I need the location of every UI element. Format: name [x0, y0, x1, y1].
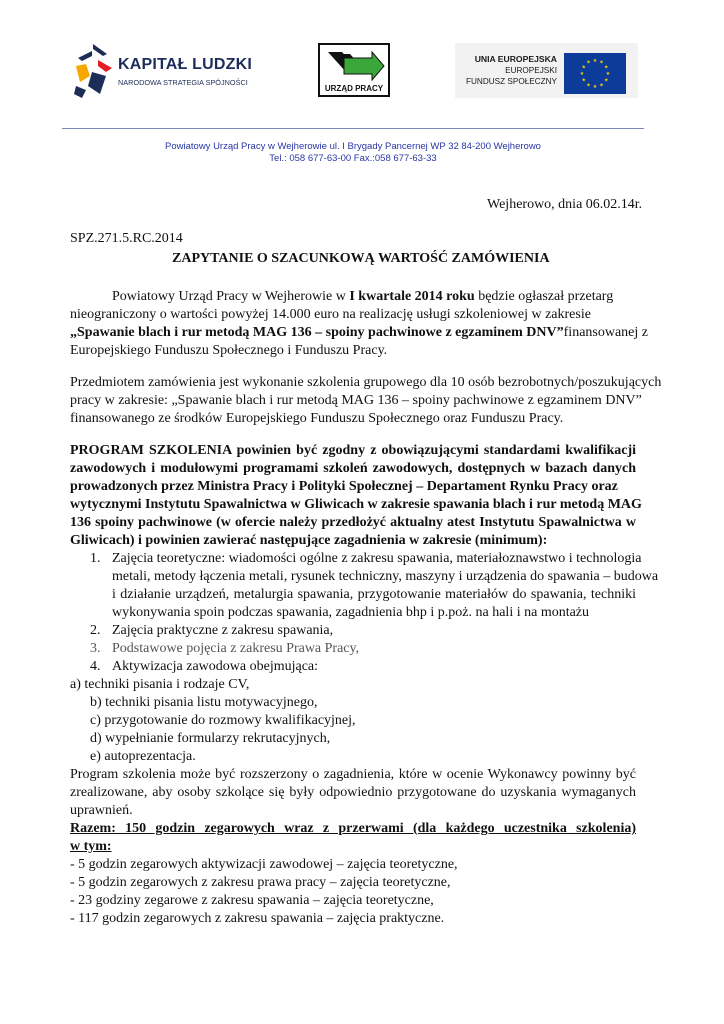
header-address: Powiatowy Urząd Pracy w Wejherowie ul. I Brygady Pancernej WP 32 84-200 Wejherowo	[165, 141, 541, 152]
urzad-pracy-label: URZĄD PRACY	[324, 84, 384, 93]
eu-logo	[455, 43, 638, 98]
list-item-1-line4: wykonywania spoin podczas spawania, zagadnienia bhp i p.poż. na hali i na montażu	[112, 605, 590, 620]
kapital-ludzki-logo	[72, 42, 262, 100]
breakdown-item-2: - 5 godzin zegarowych z zakresu prawa pracy – zajęcia teoretyczne,	[70, 875, 451, 890]
p3-line5: 136 spoiny pachwinowe (w ofercie należy przedłożyć aktualny atest Instytutu Spawalnictwa w	[70, 515, 636, 530]
sub-item-e: e) autoprezentacja.	[90, 749, 196, 764]
p1-line1	[112, 288, 613, 306]
svg-text:★: ★	[604, 64, 609, 71]
p1-training-name: „Spawanie blach i rur metodą MAG 136 – spoiny pachwinowe z egzaminem DNV”	[70, 325, 564, 340]
list-item-1-line1: Zajęcia teoretyczne: wiadomości ogólne z zakresu spawania, materiałoznawstwo i technologia	[112, 551, 642, 566]
p2-line3: finansowanego ze środków Europejskiego Funduszu Społecznego oraz Funduszu Pracy.	[70, 411, 564, 426]
sub-item-a: a) techniki pisania i rodzaje CV,	[70, 677, 250, 692]
p1-line4: Europejskiego Funduszu Społecznego i Funduszu Pracy.	[70, 343, 388, 358]
list-item-2: Zajęcia praktyczne z zakresu spawania,	[112, 623, 334, 638]
p4-line1: Program szkolenia może być rozszerzony o zagadnienia, które w ocenie Wykonawcy powinny być	[70, 767, 636, 782]
p3-line6: Gliwicach) i powinien zawierać następujące zagadnienia w zakresie (minimum):	[70, 533, 548, 548]
kapital-ludzki-subtitle: NARODOWA STRATEGIA SPÓJNOŚCI	[118, 78, 248, 87]
header-divider	[62, 128, 644, 129]
list-item-3: Podstawowe pojęcia z zakresu Prawa Pracy,	[112, 641, 360, 656]
total-line1: Razem: 150 godzin zegarowych wraz z przerwami (dla każdego uczestnika szkolenia)	[70, 821, 636, 836]
p3-line4: wytycznymi Instytutu Spawalnictwa w Gliwicach w zakresie spawania blach i rur metodą MAG	[70, 497, 642, 512]
p3-line3: prowadzonych przez Ministra Pracy i Polityki Społecznej – Departament Rynku Pracy oraz	[70, 479, 618, 494]
p1-line1-a: Powiatowy Urząd Pracy w Wejherowie w	[112, 289, 350, 304]
p2-line2: pracy w zakresie: „Spawanie blach i rur metodą MAG 136 – spoiny pachwinowe z egzaminem DNV”	[70, 393, 642, 408]
header-contact: Tel.: 058 677-63-00 Fax.:058 677-63-33	[269, 153, 437, 164]
list-item-3-number: 3.	[90, 641, 101, 656]
reference-number: SPZ.271.5.RC.2014	[70, 231, 183, 246]
p1-line3-b: finansowanej z	[563, 325, 648, 340]
p4-line3: uprawnień.	[70, 803, 133, 818]
list-item-1-line3: i działanie urządzeń, metalurgia spawania, przygotowanie materiałów do spawania, techniki	[112, 587, 636, 602]
p2-line1: Przedmiotem zamówienia jest wykonanie szkolenia grupowego dla 10 osób bezrobotnych/poszukujących	[70, 375, 662, 390]
breakdown-item-4: - 117 godzin zegarowych z zakresu spawania – zajęcia praktyczne.	[70, 911, 445, 926]
list-item-1-line2: metali, metody łączenia metali, rysunek techniczny, maszyny i urządzenia do spawania – budowa	[112, 569, 659, 584]
svg-text:★: ★	[579, 71, 585, 77]
svg-text:★: ★	[599, 59, 604, 66]
eu-line2: EUROPEJSKI	[505, 66, 557, 75]
svg-text:★: ★	[592, 58, 598, 64]
eu-text	[455, 53, 557, 87]
p1-line1-c: będzie ogłaszał przetarg	[474, 289, 614, 304]
sub-item-d: d) wypełnianie formularzy rekrutacyjnych,	[90, 731, 331, 746]
svg-text:★: ★	[605, 71, 611, 77]
list-item-2-number: 2.	[90, 623, 101, 638]
document-title: ZAPYTANIE O SZACUNKOWĄ WARTOŚĆ ZAMÓWIENIA	[172, 251, 550, 266]
svg-text:★: ★	[581, 77, 586, 84]
list-item-4-number: 4.	[90, 659, 101, 674]
kapital-ludzki-star-icon	[72, 42, 114, 100]
urzad-pracy-arrow-icon	[324, 48, 386, 84]
sub-item-c: c) przygotowanie do rozmowy kwalifikacyjnej,	[90, 713, 356, 728]
p3-line2: zawodowych i modułowymi programami szkoleń zawodowych, dostępnych w bazach danych	[70, 461, 636, 476]
list-item-1-number: 1.	[90, 551, 101, 566]
list-item-4: Aktywizacja zawodowa obejmująca:	[112, 659, 319, 674]
svg-text:★: ★	[599, 82, 604, 89]
urzad-pracy-logo	[318, 43, 390, 97]
sub-item-b: b) techniki pisania listu motywacyjnego,	[90, 695, 318, 710]
eu-flag-icon	[564, 53, 626, 94]
p1-line3	[70, 324, 648, 342]
p1-line1-quarter: I kwartale 2014 roku	[349, 289, 475, 304]
p3-line1: PROGRAM SZKOLENIA powinien być zgodny z obowiązującymi standardami kwalifikacji	[70, 443, 636, 458]
breakdown-item-1: - 5 godzin zegarowych aktywizacji zawodowej – zajęcia teoretyczne,	[70, 857, 458, 872]
eu-line1: UNIA EUROPEJSKA	[474, 54, 557, 64]
breakdown-item-3: - 23 godziny zegarowe z zakresu spawania – zajęcia teoretyczne,	[70, 893, 434, 908]
svg-text:★: ★	[581, 64, 586, 71]
svg-text:★: ★	[592, 84, 598, 90]
svg-text:★: ★	[586, 82, 591, 89]
p1-line2: nieograniczony o wartości powyżej 14.000 euro na realizację usługi szkoleniowej w zakresie	[70, 307, 591, 322]
svg-text:★: ★	[586, 59, 591, 66]
place-date: Wejherowo, dnia 06.02.14r.	[487, 197, 643, 212]
svg-text:★: ★	[604, 77, 609, 84]
p4-line2: zrealizowane, aby osoby szkolące się były odpowiednio przygotowane do uzyskania wymaganych	[70, 785, 636, 800]
eu-line3: FUNDUSZ SPOŁECZNY	[466, 77, 557, 86]
total-line2: w tym:	[70, 839, 112, 854]
kapital-ludzki-title: KAPITAŁ LUDZKI	[118, 56, 253, 73]
